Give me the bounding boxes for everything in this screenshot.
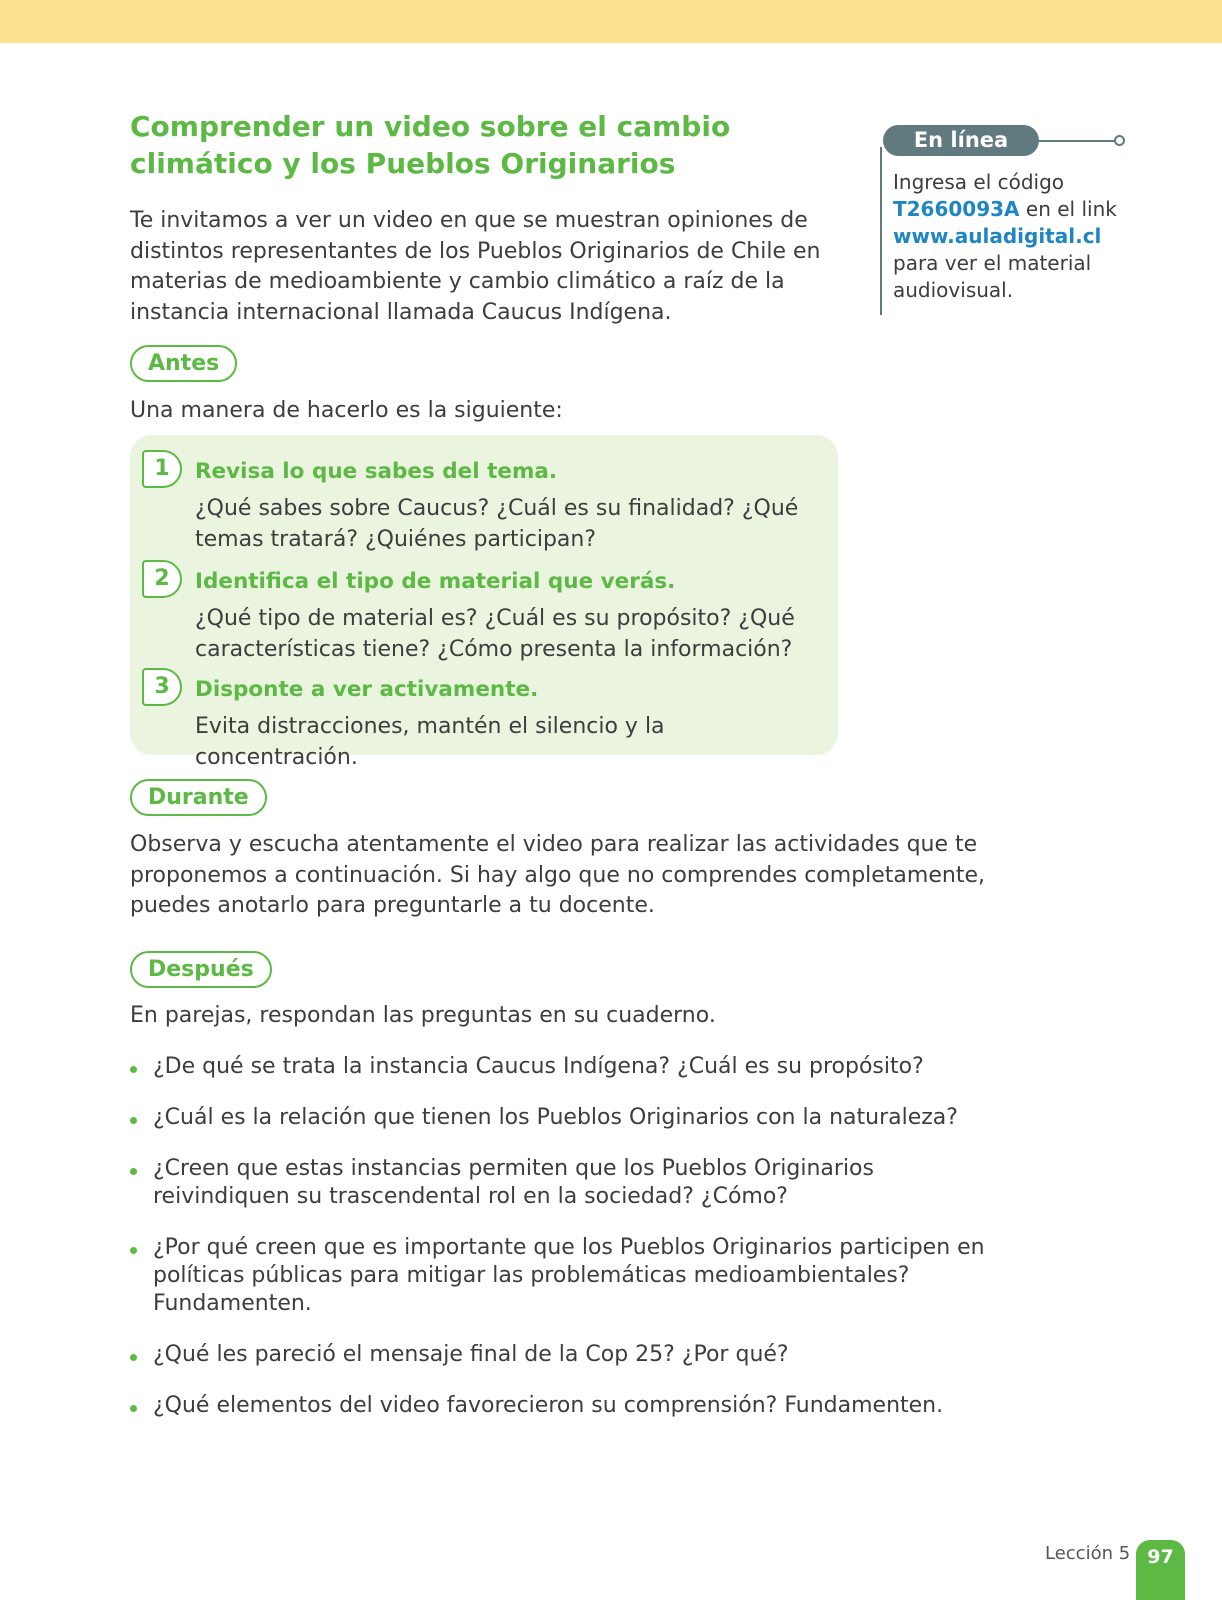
question-text: ¿Qué les pareció el mensaje final de la Cop 25? ¿Por qué? (153, 1342, 789, 1367)
question-list (130, 1053, 1010, 1443)
online-connector-line (1038, 140, 1116, 142)
list-item (130, 1234, 1010, 1318)
header-band (0, 0, 1222, 43)
online-code: T2660093A (893, 197, 1020, 221)
online-text (893, 169, 1133, 304)
online-text-mid: en el link (1025, 197, 1117, 221)
list-item (130, 1155, 1010, 1211)
online-connector-dot (1114, 135, 1125, 146)
step-body: ¿Qué sabes sobre Caucus? ¿Cuál es su finalidad? ¿Qué temas tratará? ¿Quiénes participan? (195, 496, 799, 552)
bullet-icon (130, 1247, 137, 1254)
question-text: ¿Cuál es la relación que tienen los Pueblos Originarios con la naturaleza? (153, 1105, 958, 1130)
step-body: ¿Qué tipo de material es? ¿Cuál es su propósito? ¿Qué características tiene? ¿Cómo presenta la información? (195, 606, 795, 662)
online-link[interactable]: www.auladigital.cl (893, 224, 1102, 248)
list-item (130, 1341, 1010, 1369)
section-label-despues: Después (130, 951, 272, 988)
bullet-icon (130, 1405, 137, 1412)
step-number: 3 (142, 668, 182, 706)
step-number: 1 (142, 450, 182, 488)
question-text: ¿Qué elementos del video favorecieron su comprensión? Fundamenten. (153, 1393, 944, 1418)
intro-paragraph: Te invitamos a ver un video en que se muestran opiniones de distintos representantes de los Pueblos Originarios de Chile en materias de medioambiente y cambio climático a raíz de la instancia internacional llamada Caucus Indígena. (130, 208, 821, 325)
step-heading: Identifica el tipo de material que verás. (195, 569, 676, 594)
step-body: Evita distracciones, mantén el silencio y la concentración. (195, 714, 665, 770)
step-heading: Revisa lo que sabes del tema. (195, 459, 558, 484)
section-label-antes: Antes (130, 345, 237, 382)
online-text-before: Ingresa el código (893, 170, 1065, 194)
question-text: ¿Creen que estas instancias permiten que los Pueblos Originarios reivindiquen su trascendental rol en la sociedad? ¿Cómo? (153, 1156, 874, 1209)
step-heading: Disponte a ver activamente. (195, 677, 539, 702)
page-title: Comprender un video sobre el cambio climático y los Pueblos Originarios (130, 110, 731, 180)
section-label-durante: Durante (130, 779, 267, 816)
durante-paragraph: Observa y escucha atentamente el video para realizar las actividades que te proponemos a continuación. Si hay algo que no comprendes completamente, puedes anotarlo para preguntarle a tu docente. (130, 832, 985, 918)
online-side-bar (880, 147, 882, 315)
online-tab: En línea (883, 125, 1039, 156)
page-number: 97 (1136, 1540, 1185, 1600)
footer-lesson: Lección 5 (1045, 1543, 1131, 1564)
list-item (130, 1104, 1010, 1132)
online-callout (880, 125, 1140, 315)
steps-box (130, 435, 838, 770)
bullet-icon (130, 1354, 137, 1361)
list-item (130, 1053, 1010, 1081)
bullet-icon (130, 1117, 137, 1124)
question-text: ¿Por qué creen que es importante que los Pueblos Originarios participen en políticas públicas para mitigar las problemáticas medioambientales? Fundamenten. (153, 1235, 985, 1316)
question-text: ¿De qué se trata la instancia Caucus Indígena? ¿Cuál es su propósito? (153, 1054, 924, 1079)
online-text-after: para ver el material audiovisual. (893, 251, 1092, 302)
step-number: 2 (142, 560, 182, 598)
despues-lead: En parejas, respondan las preguntas en su cuaderno. (130, 1003, 716, 1028)
bullet-icon (130, 1066, 137, 1073)
list-item (130, 1392, 1010, 1420)
antes-lead: Una manera de hacerlo es la siguiente: (130, 398, 563, 423)
bullet-icon (130, 1168, 137, 1175)
